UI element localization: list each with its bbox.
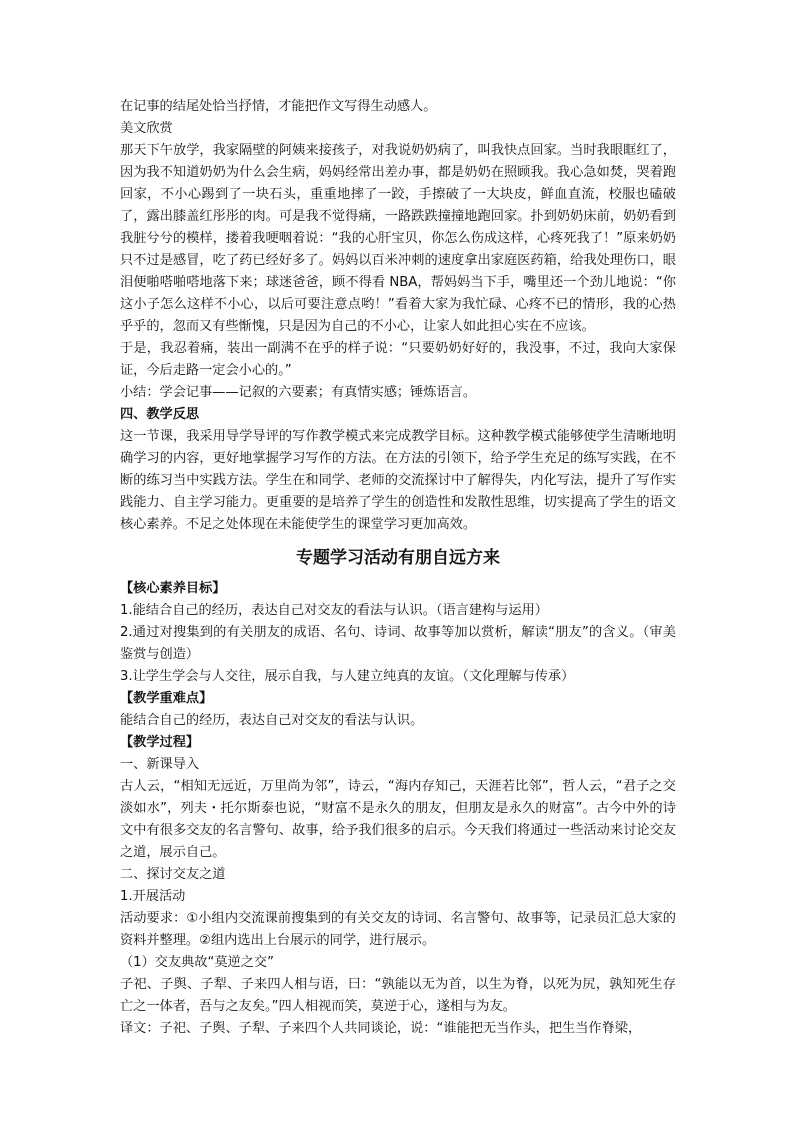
essay-heading: 美文欣赏 [120,121,173,136]
step2-heading: 二、探讨交友之道 [120,867,226,882]
section-title: 专题学习活动有朋自远方来 [296,548,500,568]
process-heading: 【教学过程】 [120,735,200,750]
step1-text: 古人云，“相知无远近，万里尚为邻”，诗云，“海内存知己，天涯若比邻”，哲人云，“君子之交淡如水”，列夫・托尔斯泰也说，“财富不是永久的朋友，但朋友是永久的财富”。古今中外的诗文中有很多交友的名言警句、故事，给予我们很多的启示。今天我们将通过一些活动来讨论交友之道，展示自己。 [120,779,676,860]
reflection-text: 这一节课，我采用导学导评的写作教学模式来完成教学目标。这种教学模式能够使学生清晰地明确学习的内容，更好地掌握学习写作的方法。在方法的引领下，给予学生充足的练写实践，在不断的练习当中实践方法。学生在和同学、老师的交流探讨中了解得失，内化写法，提升了写作实践能力、自主学习能力。更重要的是培养了学生的创造性和发散性思维，切实提高了学生的语文核心素养。不足之处体现在未能使学生的课堂学习更加高效。 [120,429,676,532]
story-heading: （1）交友典故“莫逆之交” [120,955,274,970]
goal-1: 1.能结合自己的经历，表达自己对交友的看法与认识。（语言建构与运用） [120,603,548,618]
story-text: 子祀、子舆、子犁、子来四人相与语，曰：“孰能以无为首，以生为脊，以死为尻，孰知死生存亡之一体者，吾与之友矣。”四人相视而笑，莫逆于心，遂相与为友。 [120,977,676,1014]
activity-heading: 1.开展活动 [120,889,186,904]
activity-requirements: 活动要求：①小组内交流课前搜集到的有关交友的诗词、名言警句、故事等，记录员汇总大家的资料并整理。②组内选出上台展示的同学，进行展示。 [120,911,676,948]
key-points-heading: 【教学重难点】 [120,691,213,706]
key-points-text: 能结合自己的经历，表达自己对交友的看法与认识。 [120,713,424,728]
core-goals-heading: 【核心素养目标】 [120,581,226,596]
summary-text: 小结：学会记事——记叙的六要素；有真情实感；锤炼语言。 [120,385,477,400]
essay-paragraph-1: 那天下午放学，我家隔壁的阿姨来接孩子，对我说奶奶病了，叫我快点回家。当时我眼眶红了，因为我不知道奶奶为什么会生病，妈妈经常出差办事，都是奶奶在照顾我。我心急如焚，哭着跑回家，不小心踢到了一块石头，重重地摔了一跤，手擦破了一大块皮，鲜血直流，校服也磕破了，露出膝盖红彤彤的肉。可是我不觉得痛，一路跌跌撞撞地跑回家。扑到奶奶床前，奶奶看到我脏兮兮的模样，搂着我哽咽着说：“我的心肝宝贝，你怎么伤成这样，心疼死我了！”原来奶奶只不过是感冒，吃了药已经好多了。妈妈以百米冲刺的速度拿出家庭医药箱，给我处理伤口，眼泪便啪嗒啪嗒地落下来；球迷爸爸，顾不得看 NBA，帮妈妈当下手，嘴里还一个劲儿地说：“你这小子怎么这样不小心，以后可要注意点哟！”看着大家为我忙碌、心疼不已的情形，我的心热乎乎的，忽而又有些惭愧，只是因为自己的不小心，让家人如此担心实在不应该。 [120,143,676,334]
step1-heading: 一、新课导入 [120,757,200,772]
reflection-heading: 四、教学反思 [120,407,200,422]
goal-3: 3.让学生学会与人交往，展示自我，与人建立纯真的友谊。（文化理解与传承） [120,669,575,684]
essay-paragraph-2: 于是，我忍着痛，装出一副满不在乎的样子说：“只要奶奶好好的，我没事，不过，我向大家保证，今后走路一定会小心的。” [120,341,676,378]
goal-2: 2.通过对搜集到的有关朋友的成语、名句、诗词、故事等加以赏析，解读“朋友”的含义。（审美鉴赏与创造） [120,625,676,662]
intro-text: 在记事的结尾处恰当抒情，才能把作文写得生动感人。 [120,99,437,114]
document-page [120,96,676,1040]
translation-text: 译文：子祀、子舆、子犁、子来四个人共同谈论，说：“谁能把无当作头，把生当作脊梁， [120,1021,642,1036]
